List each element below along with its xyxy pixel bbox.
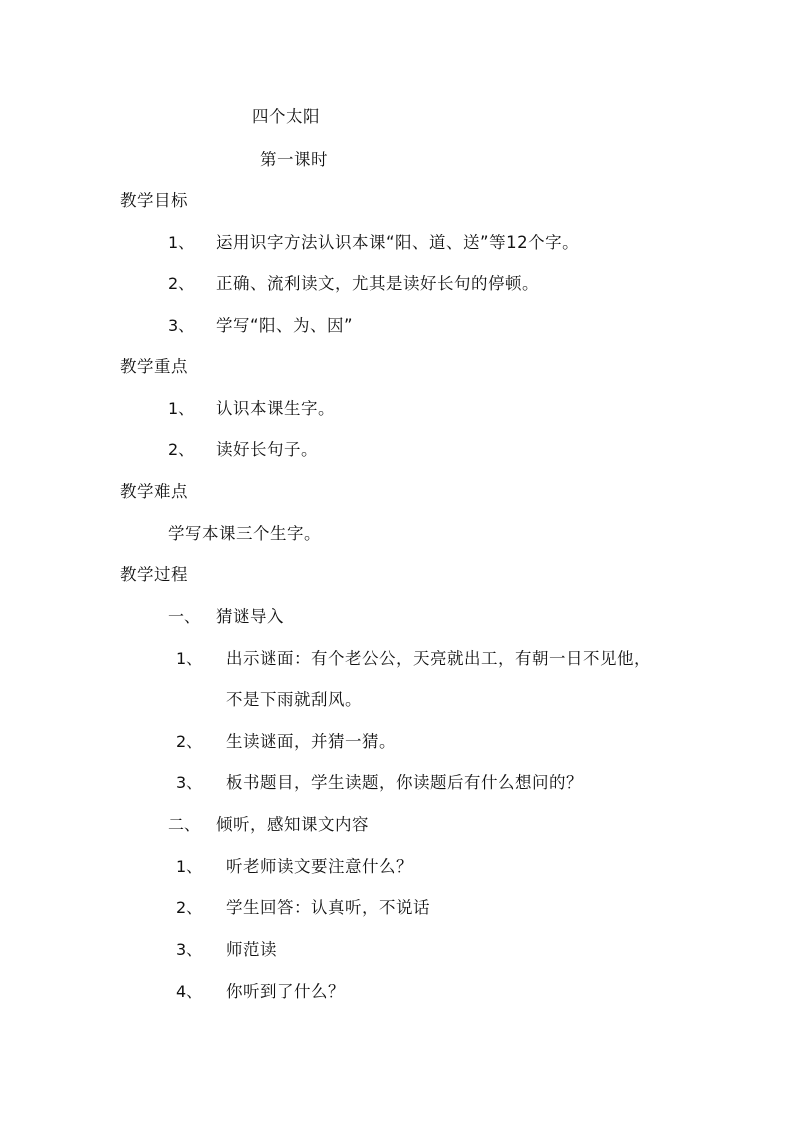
part-1-item-2-text: 生读谜面，并猜一猜。 [226,732,396,751]
objective-3-text: 学写“阳、为、因” [216,316,354,335]
part-1-title: 猜谜导入 [216,607,284,626]
part-2-item-4-text: 你听到了什么？ [226,982,345,1001]
part-2-item-3-text: 师范读 [226,940,277,959]
part-2-item-1-text: 听老师读文要注意什么？ [226,857,413,876]
objective-1-text: 运用识字方法认识本课“阳、道、送”等12个字。 [216,233,580,252]
key-points-heading: 教学重点 [120,357,188,376]
part-1-item-1-continuation: 不是下雨就刮风。 [226,690,362,709]
objective-1-number: 1、 [168,233,195,252]
difficulties-text: 学写本课三个生字。 [168,524,321,543]
part-1-item-2-number: 2、 [176,732,203,751]
key-point-1-number: 1、 [168,399,195,418]
process-heading: 教学过程 [120,565,188,584]
part-2-item-2-text: 学生回答：认真听，不说话 [226,898,430,917]
part-1-item-1-text: 出示谜面：有个老公公，天亮就出工，有朝一日不见他， [226,649,651,668]
part-2-item-1-number: 1、 [176,857,203,876]
part-1-number: 一、 [168,607,201,626]
difficulties-heading: 教学难点 [120,482,188,501]
key-point-2-number: 2、 [168,440,195,459]
part-2-item-3-number: 3、 [176,940,203,959]
document-subtitle: 第一课时 [260,150,328,169]
part-1-item-1-number: 1、 [176,649,203,668]
part-2-title: 倾听，感知课文内容 [216,815,369,834]
objective-3-number: 3、 [168,316,195,335]
document-title: 四个太阳 [252,107,320,126]
part-1-item-3-number: 3、 [176,773,203,792]
part-1-item-3-text: 板书题目，学生读题，你读题后有什么想问的？ [226,773,583,792]
key-point-1-text: 认识本课生字。 [216,399,335,418]
objective-2-text: 正确、流利读文，尤其是读好长句的停顿。 [216,274,539,293]
part-2-number: 二、 [168,815,201,834]
objectives-heading: 教学目标 [120,191,188,210]
objective-2-number: 2、 [168,274,195,293]
part-2-item-2-number: 2、 [176,898,203,917]
key-point-2-text: 读好长句子。 [216,440,318,459]
part-2-item-4-number: 4、 [176,982,203,1001]
